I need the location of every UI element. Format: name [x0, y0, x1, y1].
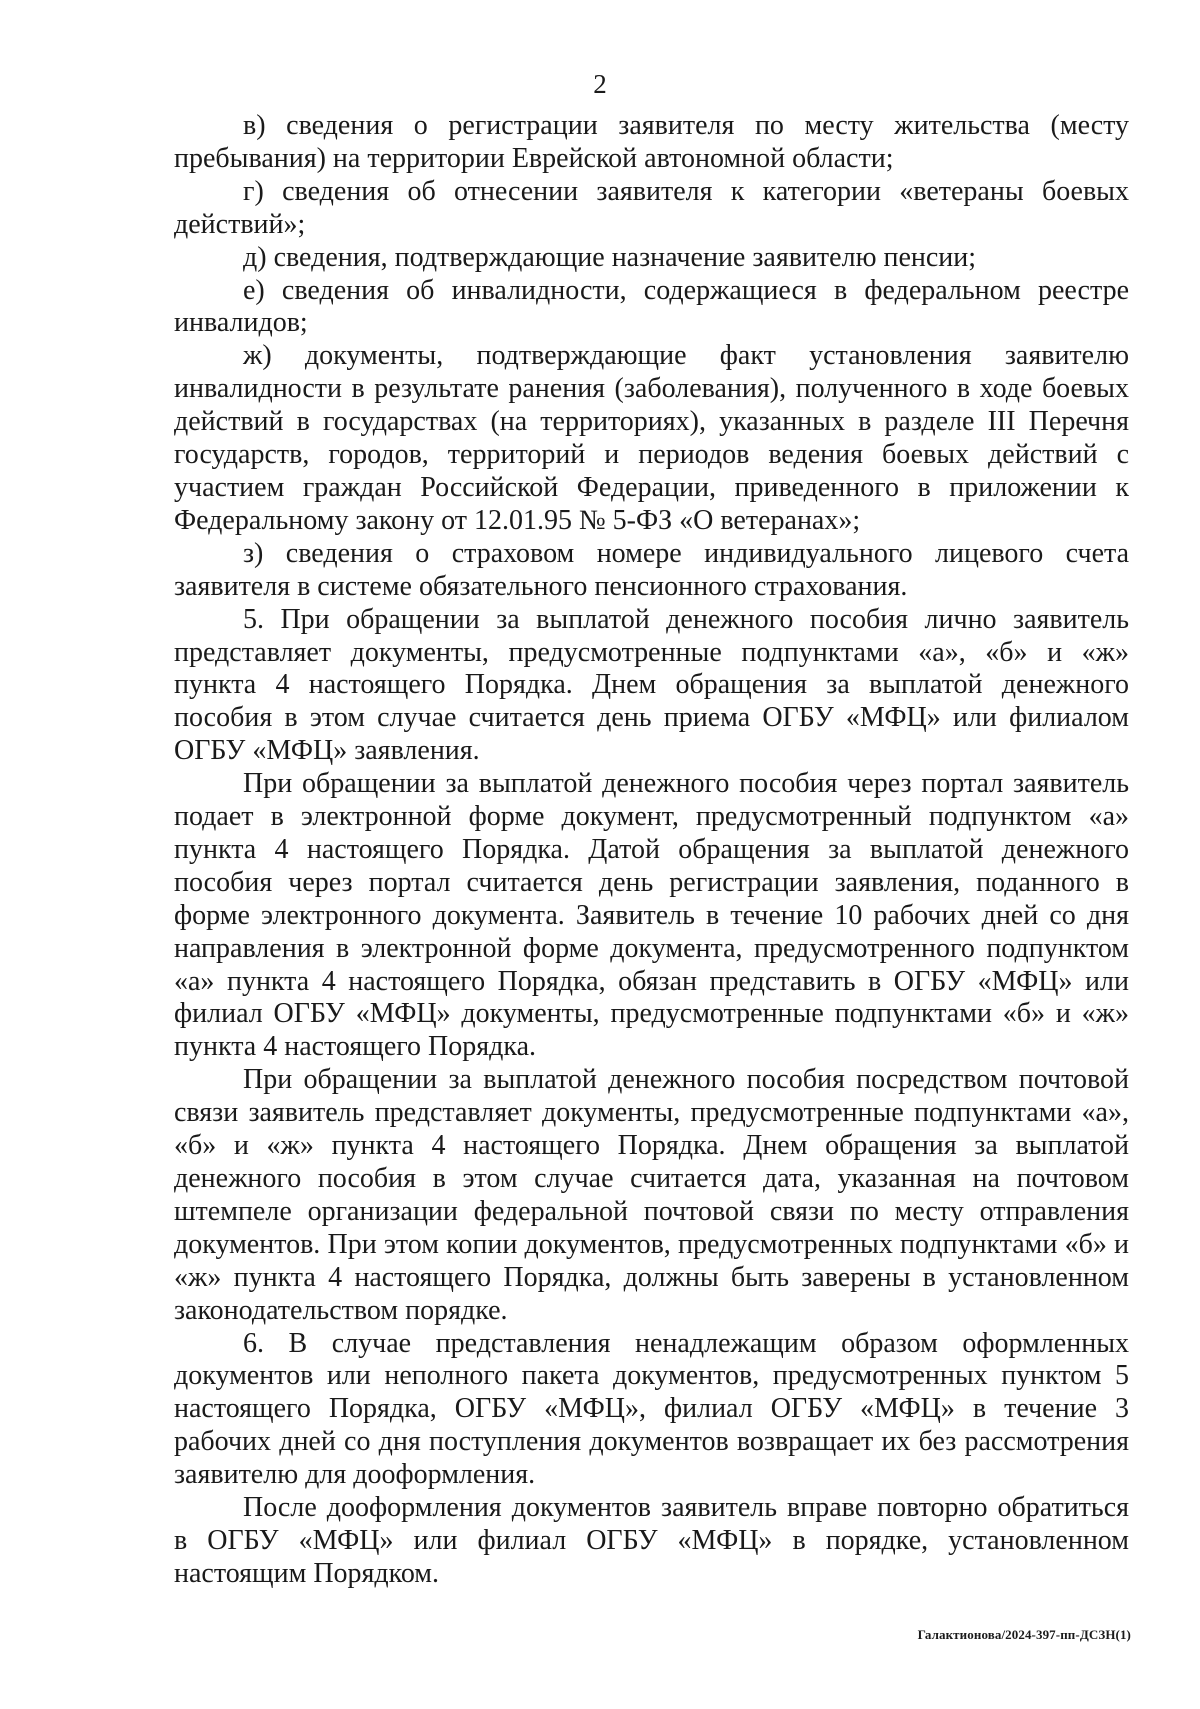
paragraph-section-6: 6. В случае представления ненадлежащим образом оформленных документов или неполного пакета документов, предусмотренных пунктом 5 настоящего Порядка, ОГБУ «МФЦ», филиал ОГБУ «МФЦ» в течение 3 рабочих дней со дня поступления документов возвращает их без рассмотрения заявителю для дооформления.: [174, 1327, 1129, 1491]
paragraph-item-g: г) сведения об отнесении заявителя к категории «ветераны боевых действий»;: [174, 175, 1129, 240]
paragraph-section-5: 5. При обращении за выплатой денежного пособия лично заявитель представляет документы, предусмотренные подпунктами «а», «б» и «ж» пункта 4 настоящего Порядка. Днем обращения за выплатой денежного пособия в этом случае считается день приема ОГБУ «МФЦ» или филиалом ОГБУ «МФЦ» заявления.: [174, 603, 1129, 767]
document-code: Галактионова/2024-397-пп-ДСЗН(1): [917, 1627, 1131, 1642]
paragraph-postal-application: При обращении за выплатой денежного пособия посредством почтовой связи заявитель представляет документы, предусмотренные подпунктами «а», «б» и «ж» пункта 4 настоящего Порядка. Днем обращения за выплатой денежного пособия в этом случае считается дата, указанная на почтовом штемпеле организации федеральной почтовой связи по месту отправления документов. При этом копии документов, предусмотренных подпунктами «б» и «ж» пункта 4 настоящего Порядка, должны быть заверены в установленном законодательством порядке.: [174, 1064, 1129, 1326]
paragraph-item-v: в) сведения о регистрации заявителя по месту жительства (месту пребывания) на территории Еврейской автономной области;: [174, 110, 1129, 174]
paragraph-item-e: е) сведения об инвалидности, содержащиеся в федеральном реестре инвалидов;: [174, 274, 1129, 339]
paragraph-portal-application: При обращении за выплатой денежного пособия через портал заявитель подает в электронной форме документ, предусмотренный подпунктом «а» пункта 4 настоящего Порядка. Датой обращения за выплатой денежного пособия через портал считается день регистрации заявления, поданного в форме электронного документа. Заявитель в течение 10 рабочих дней со дня направления в электронной форме документа, предусмотренного подпунктом «а» пункта 4 настоящего Порядка, обязан представить в ОГБУ «МФЦ» или филиал ОГБУ «МФЦ» документы, предусмотренные подпунктами «б» и «ж» пункта 4 настоящего Порядка.: [174, 768, 1129, 1063]
paragraph-item-zh: ж) документы, подтверждающие факт установления заявителю инвалидности в результате ранения (заболевания), полученного в ходе боевых действий в государствах (на территориях), указанных в разделе III Перечня государств, городов, территорий и периодов ведения боевых действий с участием граждан Российской Федерации, приведенного в приложении к Федеральному закону от 12.01.95 № 5-ФЗ «О ветеранах»;: [174, 340, 1129, 536]
document-body: [174, 110, 1129, 1591]
page-number: 2: [593, 69, 607, 99]
paragraph-item-z: з) сведения о страховом номере индивидуального лицевого счета заявителя в системе обязательного пенсионного страхования.: [174, 537, 1129, 602]
paragraph-item-d: д) сведения, подтверждающие назначение заявителю пенсии;: [243, 241, 977, 273]
paragraph-reapplication: После дооформления документов заявитель вправе повторно обратиться в ОГБУ «МФЦ» или филиал ОГБУ «МФЦ» в порядке, установленном настоящим Порядком.: [174, 1492, 1129, 1589]
